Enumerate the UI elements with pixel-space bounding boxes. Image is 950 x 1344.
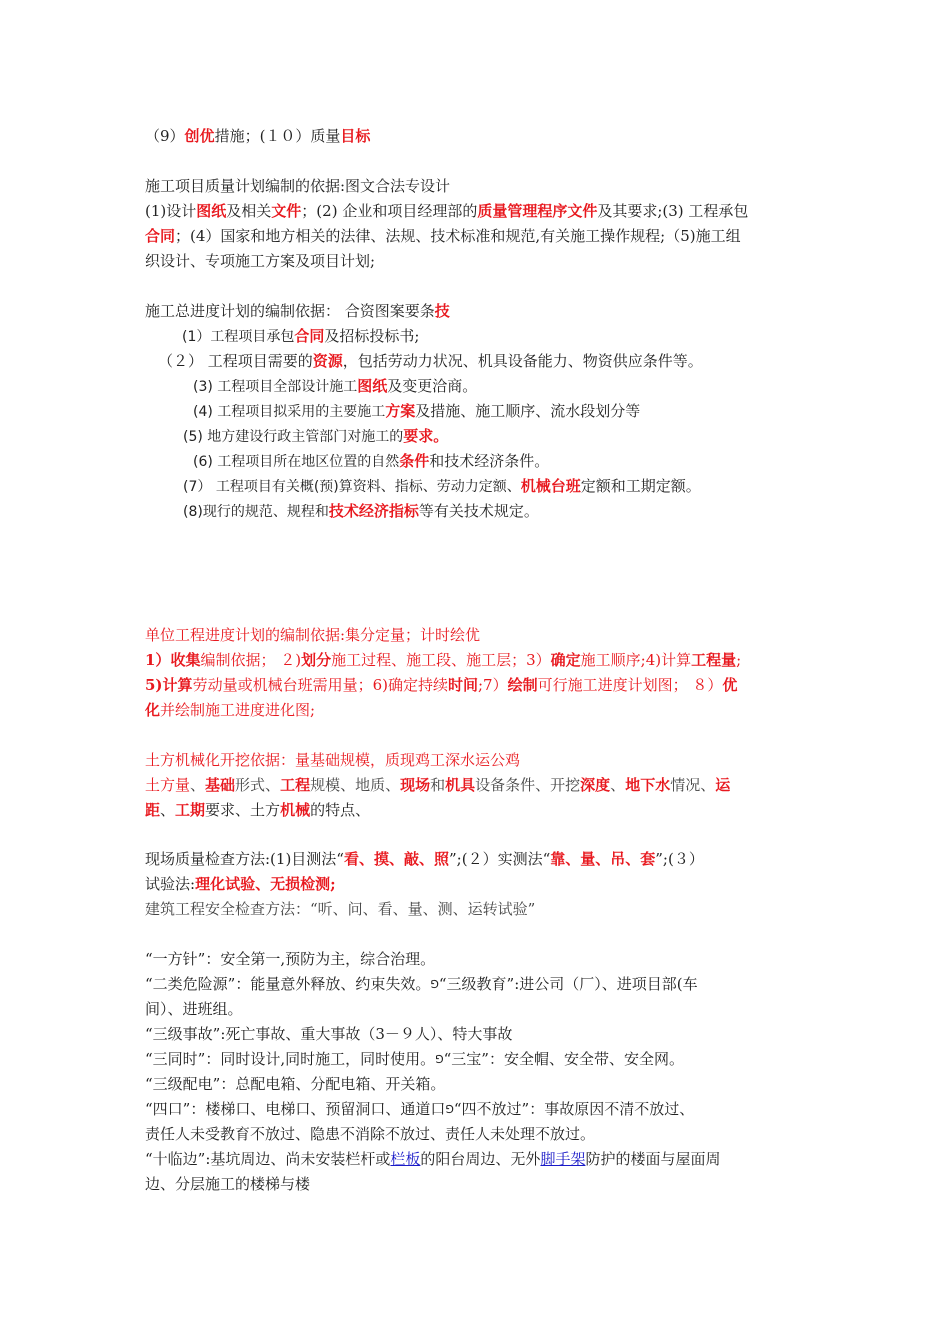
text: （9） — [145, 127, 185, 145]
safety-inspection-line: 建筑工程安全检查方法：“听、问、看、量、测、运转试验” — [145, 900, 536, 918]
text: 、 — [610, 776, 626, 794]
unit-schedule-line-3 — [145, 698, 815, 722]
text: “二类危险源”：能量意外释放、约束失效。 — [145, 975, 431, 993]
quality-plan-title: 施工项目质量计划编制的依据:图文合法专设计 — [145, 177, 451, 195]
safety-line-9 — [145, 1147, 815, 1171]
earthwork-line-1 — [145, 773, 815, 797]
text: (4) 工程项目拟采用的主要施工 — [193, 404, 386, 420]
highlight: 看、摸、敲、照 — [343, 850, 449, 868]
master-schedule-item-1 — [182, 324, 852, 349]
highlight: 条件 — [399, 452, 430, 470]
text: 的阳台周边、无外 — [420, 1150, 541, 1168]
quality-plan-line-3: 织设计、专项施工方案及项目计划; — [145, 252, 376, 270]
text: (5) 地方建设行政主管部门对施工的 — [183, 429, 404, 445]
text: （２） 工程项目需要的 — [158, 352, 313, 370]
text: 土方量 — [145, 776, 191, 794]
highlight: 质量管理程序文件 — [477, 202, 598, 220]
quality-goal-line — [145, 124, 815, 148]
highlight: 确定 — [550, 651, 581, 669]
text: ; — [736, 651, 742, 669]
inspection-line-2 — [145, 872, 815, 896]
text: 、 — [190, 776, 206, 794]
highlight: 5) — [145, 676, 163, 694]
highlight: 工程量 — [691, 651, 737, 669]
highlight: 工程 — [280, 776, 311, 794]
safety-line-8: 责任人未受教育不放过、隐患不消除不放过、责任人未处理不放过。 — [145, 1125, 596, 1143]
text: 形式、 — [235, 776, 281, 794]
highlight: 机械 — [280, 801, 311, 819]
highlight: 收集 — [170, 651, 201, 669]
highlight: 化 — [145, 701, 161, 719]
text: 情况、 — [670, 776, 716, 794]
text: 规模、地质、 — [310, 776, 401, 794]
unit-schedule-line-2 — [145, 673, 815, 697]
text: 等有关技术规定。 — [418, 502, 539, 520]
text: 并绘制施工进度进化图; — [160, 701, 316, 719]
text: (1)设计 — [145, 202, 197, 220]
text: 试验法: — [145, 875, 196, 893]
safety-line-1: “一方针”：安全第一,预防为主，综合治理。 — [145, 950, 436, 968]
highlight: 1） — [145, 651, 171, 669]
highlight: 时间 — [447, 676, 478, 694]
text: 及措施、施工顺序、流水段划分等 — [415, 402, 641, 420]
highlight: 绘制 — [507, 676, 538, 694]
quality-plan-line-1 — [145, 199, 815, 223]
safety-line-2 — [145, 972, 815, 997]
highlight: 地下水 — [625, 776, 671, 794]
safety-line-10: 边、分层施工的楼梯与楼 — [145, 1175, 311, 1193]
highlight: 合同 — [294, 327, 325, 345]
inspection-line-1 — [145, 847, 815, 871]
text: 防护的楼面与屋面周 — [585, 1150, 721, 1168]
text: 要求、土方 — [205, 801, 281, 819]
text: 和 — [430, 776, 446, 794]
safety-line-6: “三级配电”：总配电箱、分配电箱、开关箱。 — [145, 1075, 446, 1093]
text: 施工总进度计划的编制依据： 合资图案要条 — [145, 302, 435, 320]
highlight: 技术经济指标 — [328, 502, 419, 520]
highlight: 划分 — [301, 651, 332, 669]
text: ，包括劳动力状况、机具设备能力、物资供应条件等。 — [342, 352, 703, 370]
bullet-icon: ⅁ — [435, 1053, 444, 1066]
railing-link[interactable]: 栏板 — [390, 1150, 421, 1168]
text: 、 — [160, 801, 176, 819]
unit-schedule-line-1 — [145, 648, 815, 672]
highlight: 图纸 — [357, 377, 388, 395]
text: “三同时”：同时设计,同时施工，同时使用。 — [145, 1050, 436, 1068]
highlight: 技 — [434, 302, 450, 320]
highlight: 机具 — [445, 776, 476, 794]
text: 及其要求;(3) 工程承包 — [597, 202, 749, 220]
highlight: 深度 — [580, 776, 611, 794]
text: ;7） — [477, 676, 508, 694]
highlight: 基础 — [205, 776, 236, 794]
highlight: 合同 — [145, 227, 176, 245]
quality-plan-line-2 — [145, 224, 815, 248]
highlight: 计算 — [162, 676, 193, 694]
highlight: 图纸 — [196, 202, 227, 220]
text: (3) 工程项目全部设计施工 — [193, 379, 358, 395]
safety-line-5 — [145, 1047, 815, 1072]
text: (6) 工程项目所在地区位置的自然 — [193, 454, 400, 470]
text: “四不放过”：事故原因不清不放过、 — [453, 1100, 695, 1118]
highlight: 理化试验、无损检测; — [195, 875, 336, 893]
earthwork-title: 土方机械化开挖依据：量基础规模，质现鸡工深水运公鸡 — [145, 751, 521, 769]
highlight: 要求。 — [403, 427, 449, 445]
highlight: 工期 — [175, 801, 206, 819]
highlight: 优 — [722, 676, 738, 694]
highlight: 目标 — [340, 127, 371, 145]
master-schedule-item-2 — [158, 349, 828, 373]
text: 的特点、 — [310, 801, 371, 819]
highlight: 文件 — [271, 202, 302, 220]
text: “三宝”：安全帽、安全带、安全网。 — [443, 1050, 684, 1068]
master-schedule-item-6 — [193, 449, 863, 474]
text: 施工顺序;4)计算 — [580, 651, 692, 669]
earthwork-line-2 — [145, 798, 815, 822]
text: “十临边”:基坑周边、尚未安装栏杆或 — [145, 1150, 391, 1168]
master-schedule-item-3 — [193, 374, 863, 399]
unit-schedule-title: 单位工程进度计划的编制依据:集分定量；计时绘优 — [145, 626, 481, 644]
text: ；(4）国家和地方相关的法律、法规、技术标准和规范,有关施工操作规程;（5)施工组 — [175, 227, 741, 245]
text: 现场质量检查方法:(1)目测法“ — [145, 850, 344, 868]
highlight: 资源 — [312, 352, 343, 370]
bullet-icon: ⅁ — [430, 978, 439, 991]
master-schedule-title — [145, 299, 815, 323]
text: 设备条件、开挖 — [475, 776, 581, 794]
highlight: 方案 — [385, 402, 416, 420]
text: 措施；(１０）质量 — [214, 127, 341, 145]
text: 及招标投标书; — [324, 327, 420, 345]
text: 劳动量或机械台班需用量；6)确定持续 — [192, 676, 448, 694]
safety-line-3: 间）、进班组。 — [145, 1000, 243, 1018]
text: “四口”：楼梯口、电梯口、预留洞口、通道口 — [145, 1100, 446, 1118]
text: 和技术经济条件。 — [429, 452, 550, 470]
highlight: 靠、量、吊、套 — [550, 850, 656, 868]
highlight: 运 — [715, 776, 731, 794]
master-schedule-item-8 — [183, 499, 853, 524]
safety-line-4: “三级事故”:死亡事故、重大事故（3－９人）、特大事故 — [145, 1025, 513, 1043]
safety-line-7 — [145, 1097, 815, 1122]
text: (7） 工程项目有关概(预)算资料、指标、劳动力定额、 — [183, 479, 521, 495]
text: 及变更洽商。 — [387, 377, 478, 395]
master-schedule-item-4 — [193, 399, 863, 424]
bullet-icon: ⅁ — [445, 1103, 454, 1116]
text: (8)现行的规范、规程和 — [183, 504, 329, 520]
text: ”;(２）实测法“ — [449, 850, 551, 868]
text: 编制依据； ２) — [200, 651, 302, 669]
text: 及相关 — [226, 202, 272, 220]
text: ；(2) 企业和项目经理部的 — [301, 202, 478, 220]
highlight: 创优 — [184, 127, 215, 145]
text: 施工过程、施工段、施工层；3） — [331, 651, 551, 669]
text: 可行施工进度计划图； ８） — [537, 676, 723, 694]
highlight: 距 — [145, 801, 161, 819]
text: (1）工程项目承包 — [182, 329, 295, 345]
master-schedule-item-7 — [183, 474, 853, 499]
text: “三级教育”:进公司（厂）、进项目部(车 — [438, 975, 698, 993]
scaffold-link[interactable]: 脚手架 — [540, 1150, 586, 1168]
master-schedule-item-5 — [183, 424, 853, 449]
highlight: 现场 — [400, 776, 431, 794]
text: ”;(３） — [655, 850, 704, 868]
text: 定额和工期定额。 — [580, 477, 701, 495]
highlight: 机械台班 — [520, 477, 581, 495]
